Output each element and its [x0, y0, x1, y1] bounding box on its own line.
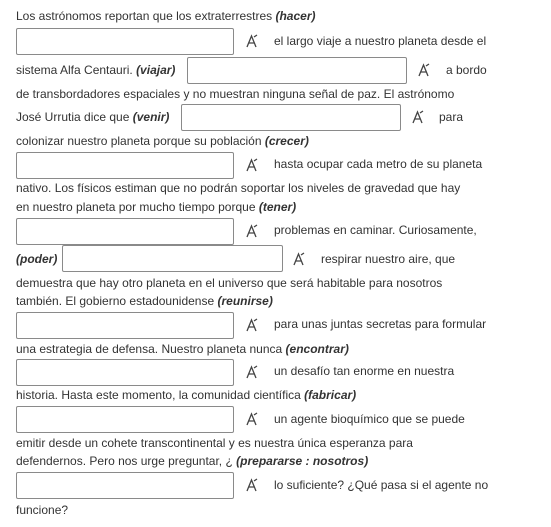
answer-input-10[interactable] [16, 472, 234, 499]
sentence-line: nativo. Los físicos estiman que no podrán soportar los niveles de gravedad que hay [16, 181, 461, 195]
sentence-line: sistema Alfa Centauri. (viajar) [16, 63, 176, 77]
answer-input-3[interactable] [181, 104, 401, 131]
sentence-line: una estrategia de defensa. Nuestro planeta nunca (encontrar) [16, 342, 349, 356]
accent-marks-icon[interactable] [245, 365, 259, 379]
sentence-line: emitir desde un cohete transcontinental y es nuestra única esperanza para [16, 436, 413, 450]
sentence-line: respirar nuestro aire, que [321, 252, 456, 266]
verb-hint: (encontrar) [285, 342, 349, 356]
accent-marks-icon[interactable] [245, 478, 259, 492]
answer-input-2[interactable] [187, 57, 407, 84]
sentence-line: para [439, 110, 464, 124]
sentence-line: en nuestro planeta por mucho tiempo porque (tener) [16, 200, 297, 214]
answer-input-8[interactable] [16, 359, 234, 386]
sentence-line: lo suficiente? ¿Qué pasa si el agente no [274, 478, 489, 492]
sentence-line: José Urrutia dice que (venir) [16, 110, 170, 124]
accent-marks-icon[interactable] [245, 412, 259, 426]
answer-input-1[interactable] [16, 28, 234, 55]
sentence-line: un desafío tan enorme en nuestra [274, 364, 455, 378]
accent-marks-icon[interactable] [245, 158, 259, 172]
verb-hint: (reunirse) [217, 294, 273, 308]
sentence-line: de transbordadores espaciales y no muestran ninguna señal de paz. El astrónomo [16, 87, 455, 101]
answer-input-4[interactable] [16, 152, 234, 179]
sentence-line: para unas juntas secretas para formular [274, 317, 487, 331]
sentence-line: colonizar nuestro planeta porque su población (crecer) [16, 134, 309, 148]
sentence-line: también. El gobierno estadounidense (reunirse) [16, 294, 273, 308]
verb-hint: (poder) [16, 252, 58, 266]
sentence-line: un agente bioquímico que se puede [274, 412, 465, 426]
sentence-line: defendernos. Pero nos urge preguntar, ¿ (prepararse : nosotros) [16, 454, 369, 468]
sentence-line: Los astrónomos reportan que los extraterrestres (hacer) [16, 9, 316, 23]
accent-marks-icon[interactable] [245, 318, 259, 332]
verb-hint: (tener) [258, 200, 297, 214]
sentence-line: funcione? [16, 503, 69, 517]
sentence-line: demuestra que hay otro planeta en el universo que será habitable para nosotros [16, 276, 443, 290]
answer-input-5[interactable] [16, 218, 234, 245]
answer-input-7[interactable] [16, 312, 234, 339]
sentence-line: hasta ocupar cada metro de su planeta [274, 157, 483, 171]
accent-marks-icon[interactable] [417, 63, 431, 77]
answer-input-6[interactable] [62, 245, 283, 272]
verb-hint: (viajar) [136, 63, 176, 77]
accent-marks-icon[interactable] [411, 110, 425, 124]
accent-marks-icon[interactable] [245, 224, 259, 238]
answer-input-9[interactable] [16, 406, 234, 433]
verb-hint: (venir) [132, 110, 170, 124]
verb-hint: (crecer) [264, 134, 309, 148]
verb-hint: (fabricar) [304, 388, 357, 402]
accent-marks-icon[interactable] [245, 34, 259, 48]
sentence-line: a bordo [446, 63, 487, 77]
sentence-line: historia. Hasta este momento, la comunidad científica (fabricar) [16, 388, 357, 402]
verb-hint: (hacer) [275, 9, 316, 23]
sentence-line: problemas en caminar. Curiosamente, [274, 223, 477, 237]
accent-marks-icon[interactable] [292, 252, 306, 266]
verb-hint: (prepararse : nosotros) [236, 454, 369, 468]
sentence-line: el largo viaje a nuestro planeta desde el [274, 34, 487, 48]
